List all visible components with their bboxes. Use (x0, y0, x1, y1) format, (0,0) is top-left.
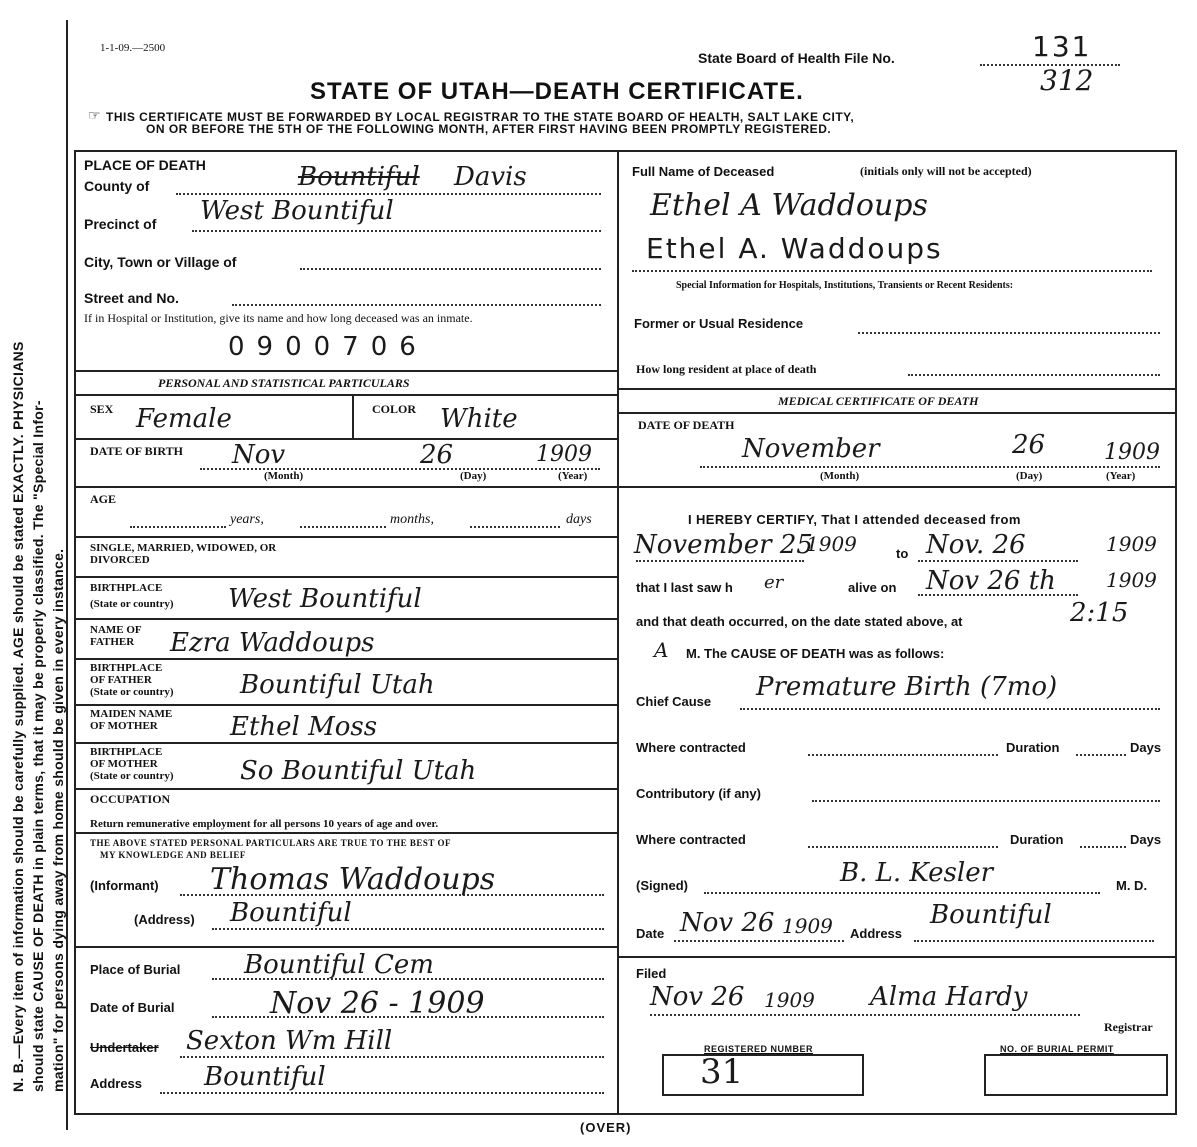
rule-medical-top (617, 388, 1177, 390)
certificate-title: STATE OF UTAH—DEATH CERTIFICATE. (310, 78, 804, 105)
to-year: 1909 (1106, 532, 1157, 556)
certify-text: I HEREBY CERTIFY, That I attended deceased from (688, 512, 1021, 527)
mother-bp-label-3: (State or country) (90, 770, 174, 782)
death-am: A (654, 638, 669, 662)
marital-label: SINGLE, MARRIED, WIDOWED, OR DIVORCED (90, 542, 277, 566)
precinct-line (192, 230, 601, 232)
rule-mother-bp-bottom (74, 788, 617, 790)
occupation-label: OCCUPATION (90, 792, 171, 806)
age-label: AGE (90, 492, 117, 506)
street-label: Street and No. (84, 290, 179, 306)
burial-place-value: Bountiful Cem (244, 950, 434, 980)
informant-label: (Informant) (90, 878, 159, 893)
residence-line (858, 332, 1160, 334)
md-label: M. D. (1116, 878, 1148, 893)
rule-birthplace-bottom (74, 618, 617, 620)
mother-bp-label-2: OF MOTHER (90, 758, 158, 770)
instruction-line-2: ON OR BEFORE THE 5TH OF THE FOLLOWING MONTH, AFTER FIRST HAVING BEEN PROMPTLY REGISTERED. (146, 122, 832, 136)
rule-dod-bottom (617, 486, 1177, 488)
left-border (66, 20, 68, 1130)
death-time: 2:15 (1070, 598, 1129, 628)
last-saw-label: that I last saw h (636, 580, 733, 595)
days-label-2: Days (1130, 832, 1162, 847)
undertaker-label: Undertaker (90, 1040, 159, 1055)
medical-section-title: MEDICAL CERTIFICATE OF DEATH (778, 394, 979, 408)
rule-personal-bottom (74, 394, 617, 396)
deceased-name-value: Ethel A Waddoups (650, 188, 928, 223)
signed-value: B. L. Kesler (840, 858, 994, 888)
bottom-rule (74, 1113, 1177, 1115)
registrar-label: Registrar (1104, 1020, 1153, 1034)
sex-value: Female (136, 404, 232, 434)
signed-label: (Signed) (636, 878, 688, 893)
place-of-death-label: PLACE OF DEATH (84, 157, 206, 173)
undertaker-line (180, 1056, 604, 1058)
deceased-name-line (632, 270, 1152, 272)
cause-text: M. The CAUSE OF DEATH was as follows: (686, 646, 945, 661)
to-date: Nov. 26 (926, 530, 1026, 560)
dob-year-caption: (Year) (558, 470, 588, 482)
birthplace-value: West Bountiful (228, 584, 422, 614)
days-label-1: Days (1130, 740, 1162, 755)
attest-line-1: THE ABOVE STATED PERSONAL PARTICULARS ARE TRUE TO THE BEST OF (90, 838, 451, 848)
birthplace-label: BIRTHPLACE (90, 582, 163, 594)
dod-label: DATE OF DEATH (638, 418, 735, 432)
dob-month-caption: (Month) (264, 470, 304, 482)
cert-address-label: Address (850, 926, 903, 941)
county-struck-value: Bountiful (298, 162, 420, 192)
street-line (232, 304, 601, 306)
burial-address-label: Address (90, 1076, 143, 1091)
age-years-line (130, 526, 226, 528)
duration-label-1: Duration (1006, 740, 1060, 755)
dod-month-caption: (Month) (820, 470, 860, 482)
center-divider (617, 150, 619, 1115)
sex-label: SEX (90, 402, 114, 416)
alive-label: alive on (848, 580, 897, 595)
rule-father-bottom (74, 658, 617, 660)
burial-permit-box (984, 1054, 1168, 1096)
from-date-line (636, 560, 804, 562)
dod-day: 26 (1012, 430, 1046, 460)
dob-year: 1909 (536, 442, 592, 467)
from-date: November 25 (634, 530, 813, 560)
stamp-number: 0900706 (228, 332, 428, 362)
contributory-line (812, 800, 1160, 802)
cert-date-value: Nov 26 (680, 908, 775, 938)
file-no-value: 131 (1032, 30, 1092, 63)
cert-date-line (674, 940, 844, 942)
registered-number-box (662, 1054, 864, 1096)
informant-address-line (212, 928, 604, 930)
mother-label-2: OF MOTHER (90, 720, 158, 732)
resident-label: How long resident at place of death (636, 362, 817, 376)
rule-age-bottom (74, 536, 617, 538)
dob-month: Nov (232, 440, 286, 470)
cert-date-year: 1909 (782, 914, 833, 938)
rule-marital-bottom (74, 576, 617, 578)
dod-line (700, 466, 1160, 468)
mother-label-1: MAIDEN NAME (90, 708, 173, 720)
side-note-line2: should state CAUSE OF DEATH in plain terms, that it may be properly classified. The "Special Infor- (30, 400, 46, 1092)
city-line (300, 268, 601, 270)
registrar-name: Alma Hardy (870, 982, 1028, 1012)
burial-address-value: Bountiful (204, 1062, 326, 1092)
hospital-note: If in Hospital or Institution, give its name and how long deceased was an inmate. (84, 311, 473, 325)
file-no-label: State Board of Health File No. (698, 50, 895, 66)
dob-label: DATE OF BIRTH (90, 444, 183, 458)
right-border (1175, 150, 1177, 1115)
special-info-label: Special Information for Hospitals, Institutions, Transients or Recent Residents: (676, 280, 1014, 291)
age-months-label: months, (390, 512, 434, 527)
informant-address-label: (Address) (134, 912, 195, 927)
side-note-line3: mation" for persons dying away from home should be given in every instance. (50, 548, 66, 1092)
sex-color-divider (352, 394, 354, 438)
where-contracted-label-2: Where contracted (636, 832, 746, 847)
registered-number-label: REGISTERED NUMBER (704, 1044, 814, 1054)
signed-line (704, 892, 1100, 894)
last-saw-her: er (764, 572, 784, 593)
alive-year: 1909 (1106, 568, 1157, 592)
rule-informant-bottom (74, 946, 617, 948)
cert-address-value: Bountiful (930, 900, 1052, 930)
occupation-note: Return remunerative employment for all persons 10 years of age and over. (90, 818, 439, 830)
burial-date-value: Nov 26 - 1909 (270, 986, 485, 1021)
to-date-line (918, 560, 1078, 562)
mother-bp-label-1: BIRTHPLACE (90, 746, 163, 758)
informant-value: Thomas Waddoups (210, 862, 496, 897)
father-label-2: FATHER (90, 636, 135, 648)
birthplace-sub: (State or country) (90, 598, 174, 610)
alive-date: Nov 26 th (926, 566, 1056, 596)
cert-address-line (914, 940, 1154, 942)
deceased-name-print: Ethel A. Waddoups (646, 232, 943, 265)
duration-label-2: Duration (1010, 832, 1064, 847)
over-label: (OVER) (580, 1120, 632, 1135)
rule-personal-top (74, 370, 617, 372)
color-label: COLOR (372, 402, 417, 416)
county-label: County of (84, 178, 150, 194)
filed-date: Nov 26 (650, 982, 745, 1012)
age-months-line (300, 526, 386, 528)
where-contracted-label-1: Where contracted (636, 740, 746, 755)
chief-cause-label: Chief Cause (636, 694, 712, 709)
dod-day-caption: (Day) (1016, 470, 1043, 482)
where-contracted-line-2 (808, 846, 998, 848)
mother-value: Ethel Moss (230, 712, 378, 742)
burial-place-label: Place of Burial (90, 962, 181, 977)
precinct-label: Precinct of (84, 216, 157, 232)
dod-month: November (742, 434, 880, 464)
burial-address-line (160, 1092, 604, 1094)
father-bp-label-3: (State or country) (90, 686, 174, 698)
father-bp-label-1: BIRTHPLACE (90, 662, 163, 674)
attest-line-2: MY KNOWLEDGE AND BELIEF (100, 850, 246, 860)
deceased-name-note: (initials only will not be accepted) (860, 164, 1032, 178)
filed-year: 1909 (764, 988, 815, 1012)
dob-day-caption: (Day) (460, 470, 487, 482)
rule-sex-bottom (74, 438, 617, 440)
where-contracted-line-1 (808, 754, 998, 756)
informant-address-value: Bountiful (230, 898, 352, 928)
registered-number-value: 31 (700, 1052, 744, 1092)
personal-section-title: PERSONAL AND STATISTICAL PARTICULARS (158, 376, 410, 390)
chief-cause-line (740, 708, 1160, 710)
duration-line-1 (1076, 754, 1126, 756)
burial-permit-label: NO. OF BURIAL PERMIT (1000, 1044, 1114, 1054)
county-line (176, 193, 601, 195)
city-label: City, Town or Village of (84, 254, 237, 270)
undertaker-value: Sexton Wm Hill (186, 1026, 393, 1056)
resident-line (908, 374, 1160, 376)
residence-label: Former or Usual Residence (634, 316, 804, 331)
contributory-label: Contributory (if any) (636, 786, 761, 801)
rule-medical-bottom (617, 412, 1177, 414)
father-label-1: NAME OF (90, 624, 142, 636)
father-value: Ezra Waddoups (170, 628, 375, 658)
cert-date-label: Date (636, 926, 665, 941)
side-note-line1: N. B.—Every item of information should be carefully supplied. AGE should be stated EXACTLY. PHYSICIANS (10, 341, 26, 1092)
color-value: White (440, 404, 518, 434)
precinct-value: West Bountiful (200, 196, 394, 226)
chief-cause-value: Premature Birth (7mo) (756, 672, 1058, 702)
burial-date-label: Date of Burial (90, 1000, 175, 1015)
rule-occupation-bottom (74, 832, 617, 834)
mother-bp-value: So Bountiful Utah (240, 756, 477, 786)
dod-year: 1909 (1104, 440, 1160, 465)
deceased-name-label: Full Name of Deceased (632, 164, 775, 179)
dob-day: 26 (420, 440, 454, 470)
rule-father-bp-bottom (74, 704, 617, 706)
pointing-hand-icon: ☞ (88, 109, 101, 124)
top-rule (74, 150, 1177, 152)
rule-filed-top (617, 956, 1177, 958)
instruction-line-1: THIS CERTIFICATE MUST BE FORWARDED BY LOCAL REGISTRAR TO THE STATE BOARD OF HEALTH, SALT LAKE CITY, (106, 110, 855, 124)
form-code: 1-1-09.—2500 (100, 42, 166, 54)
age-days-line (470, 526, 560, 528)
rule-mother-bottom (74, 742, 617, 744)
age-years-label: years, (230, 512, 264, 527)
rule-dob-bottom (74, 486, 617, 488)
duration-line-2 (1080, 846, 1126, 848)
from-year: 1909 (806, 532, 857, 556)
occurred-text: and that death occurred, on the date stated above, at (636, 614, 963, 629)
file-no-secondary: 312 (1040, 64, 1094, 97)
county-value: Davis (454, 162, 527, 192)
filed-label: Filed (636, 966, 667, 981)
father-bp-value: Bountiful Utah (240, 670, 435, 700)
dod-year-caption: (Year) (1106, 470, 1136, 482)
father-bp-label-2: OF FATHER (90, 674, 152, 686)
inner-left-border (74, 150, 76, 1115)
age-days-label: days (566, 512, 592, 527)
filed-line (650, 1014, 1080, 1016)
to-label: to (896, 546, 909, 561)
